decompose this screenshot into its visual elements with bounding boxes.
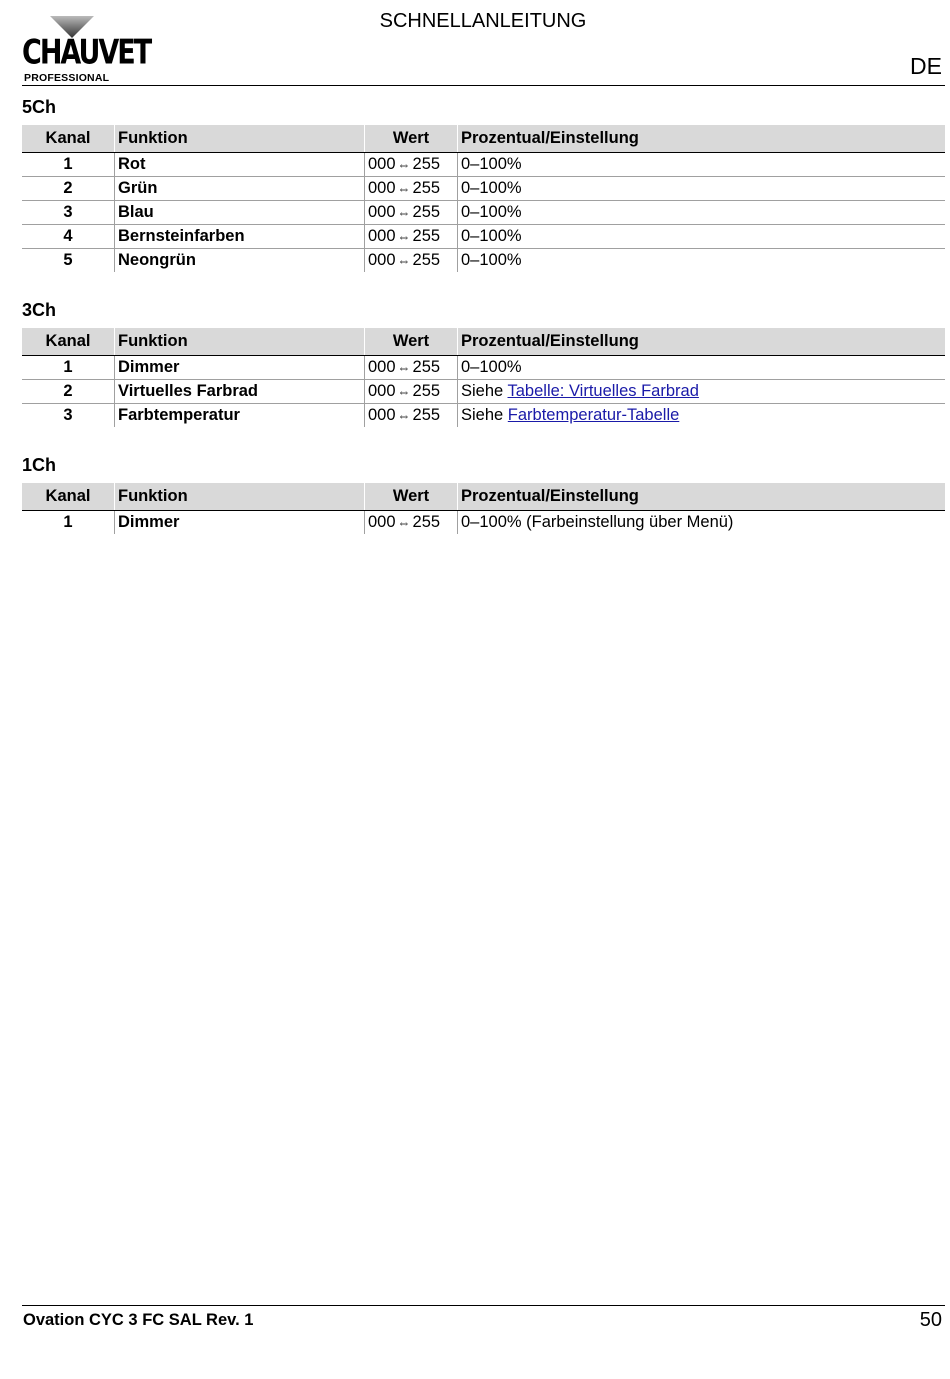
table-row <box>22 404 945 428</box>
table-header-row <box>22 483 945 511</box>
range-to: 255 <box>412 251 441 269</box>
function-name: Dimmer <box>115 356 365 380</box>
setting-value: 0–100% <box>461 251 522 269</box>
setting-value: 0–100% (Farbeinstellung über Menü) <box>461 513 734 531</box>
range-from: 000 <box>368 406 396 424</box>
table-row <box>22 249 945 273</box>
table-row <box>22 380 945 404</box>
double-arrow-icon: ⇔ <box>397 205 411 220</box>
range-to: 255 <box>412 155 441 173</box>
column-header: Prozentual/Einstellung <box>458 483 946 511</box>
range-from: 000 <box>368 251 396 269</box>
setting-cell <box>458 511 946 535</box>
double-arrow-icon: ⇔ <box>397 157 411 172</box>
table-row <box>22 356 945 380</box>
logo-subtitle: PROFESSIONAL <box>24 72 110 84</box>
double-arrow-icon: ⇔ <box>397 384 411 399</box>
setting-value: 0–100% <box>461 203 522 221</box>
section-title: 3Ch <box>22 300 57 320</box>
range-from: 000 <box>368 382 396 400</box>
setting-cell <box>458 201 946 225</box>
table-header-row <box>22 328 945 356</box>
setting-cell <box>458 225 946 249</box>
channel-number: 1 <box>22 356 115 380</box>
double-arrow-icon: ⇔ <box>397 408 411 423</box>
channel-table <box>22 483 945 534</box>
setting-cell <box>458 380 946 404</box>
double-arrow-icon: ⇔ <box>397 360 411 375</box>
footer-product: Ovation CYC 3 FC SAL Rev. 1 <box>23 1311 254 1329</box>
column-header: Wert <box>365 328 458 356</box>
function-name: Farbtemperatur <box>115 404 365 428</box>
column-header: Funktion <box>115 328 365 356</box>
table-row <box>22 153 945 177</box>
setting-prefix: Siehe <box>461 382 508 400</box>
setting-value: 0–100% <box>461 179 522 197</box>
range-to: 255 <box>412 203 441 221</box>
table-row <box>22 225 945 249</box>
page-number: 50 <box>919 1309 942 1331</box>
section-title: 5Ch <box>22 97 57 117</box>
footer-divider <box>22 1305 945 1306</box>
range-to: 255 <box>412 513 441 531</box>
setting-cell <box>458 177 946 201</box>
double-arrow-icon: ⇔ <box>397 253 411 268</box>
value-range <box>365 177 458 201</box>
range-from: 000 <box>368 155 396 173</box>
range-to: 255 <box>412 406 441 424</box>
function-name: Virtuelles Farbrad <box>115 380 365 404</box>
double-arrow-icon: ⇔ <box>397 181 411 196</box>
column-header: Kanal <box>22 125 115 153</box>
column-header: Wert <box>365 125 458 153</box>
range-from: 000 <box>368 203 396 221</box>
function-name: Neongrün <box>115 249 365 273</box>
channel-number: 4 <box>22 225 115 249</box>
table-row <box>22 511 945 535</box>
range-from: 000 <box>368 358 396 376</box>
range-from: 000 <box>368 513 396 531</box>
double-arrow-icon: ⇔ <box>397 229 411 244</box>
column-header: Wert <box>365 483 458 511</box>
setting-cell <box>458 249 946 273</box>
setting-cell <box>458 356 946 380</box>
column-header: Kanal <box>22 483 115 511</box>
column-header: Funktion <box>115 483 365 511</box>
section-title: 1Ch <box>22 455 57 475</box>
setting-value: 0–100% <box>461 227 522 245</box>
value-range <box>365 153 458 177</box>
function-name: Bernsteinfarben <box>115 225 365 249</box>
value-range <box>365 380 458 404</box>
function-name: Dimmer <box>115 511 365 535</box>
setting-prefix: Siehe <box>461 406 508 424</box>
value-range <box>365 511 458 535</box>
column-header: Funktion <box>115 125 365 153</box>
range-from: 000 <box>368 227 396 245</box>
header-divider <box>22 85 945 86</box>
range-to: 255 <box>412 179 441 197</box>
page-title: SCHNELLANLEITUNG <box>379 10 587 32</box>
logo-wordmark: CHAUVET <box>22 33 151 73</box>
setting-cell <box>458 404 946 428</box>
value-range <box>365 404 458 428</box>
range-to: 255 <box>412 358 441 376</box>
value-range <box>365 356 458 380</box>
column-header: Prozentual/Einstellung <box>458 125 946 153</box>
language-code: DE <box>910 53 942 79</box>
channel-number: 5 <box>22 249 115 273</box>
table-row <box>22 201 945 225</box>
range-from: 000 <box>368 179 396 197</box>
setting-cell <box>458 153 946 177</box>
function-name: Blau <box>115 201 365 225</box>
double-arrow-icon: ⇔ <box>397 515 411 530</box>
setting-value: 0–100% <box>461 155 522 173</box>
range-to: 255 <box>412 227 441 245</box>
channel-number: 3 <box>22 404 115 428</box>
channel-number: 2 <box>22 380 115 404</box>
setting-value: 0–100% <box>461 358 522 376</box>
value-range <box>365 249 458 273</box>
channel-number: 3 <box>22 201 115 225</box>
channel-number: 2 <box>22 177 115 201</box>
table-reference-link[interactable]: Farbtemperatur-Tabelle <box>507 406 680 424</box>
channel-table <box>22 125 945 272</box>
channel-table <box>22 328 945 427</box>
channel-number: 1 <box>22 153 115 177</box>
channel-number: 1 <box>22 511 115 535</box>
column-header: Prozentual/Einstellung <box>458 328 946 356</box>
table-reference-link[interactable]: Tabelle: Virtuelles Farbrad <box>507 382 699 400</box>
column-header: Kanal <box>22 328 115 356</box>
range-to: 255 <box>412 382 441 400</box>
value-range <box>365 201 458 225</box>
value-range <box>365 225 458 249</box>
function-name: Rot <box>115 153 365 177</box>
function-name: Grün <box>115 177 365 201</box>
table-header-row <box>22 125 945 153</box>
table-row <box>22 177 945 201</box>
